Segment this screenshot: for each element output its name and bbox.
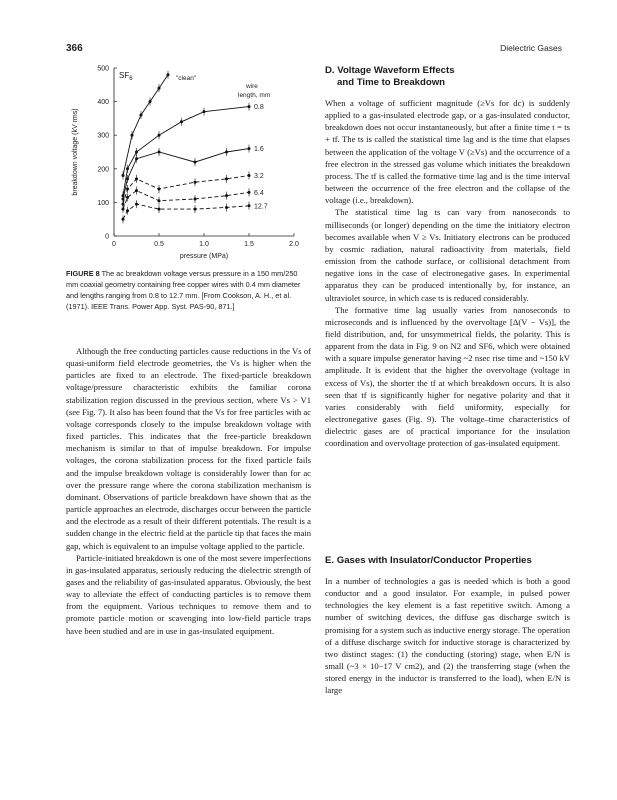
data-point <box>248 191 251 194</box>
section-d-paragraph-2: The statistical time lag ts can vary from nanoseconds to milliseconds (or longer) depending on the time the initiatory electron becomes available when V ≥ Vs. Initiatory electrons can be produced by cosmic radiation, natural radioactivity from materials, field emission from the cathode surface, or collisional detachment from negative ions in the case of electronegative gases. In experimental apparatus they can be produced intentionally by, for instance, an ultraviolet source, in which case ts is reduced considerably. <box>325 207 570 303</box>
section-e-body <box>325 575 570 697</box>
curve-label: 0.8 <box>254 104 264 112</box>
data-point <box>131 134 134 137</box>
series-line <box>123 149 249 199</box>
series-group <box>122 71 251 223</box>
left-paragraph-2: Particle-initiated breakdown is one of the most severe imperfections in gas-insulated apparatus, seriously reducing the dielectric strength of gases and the reliability of gas-insulated apparatus. Obviously, the best way to alleviate the effect of conducting particles is to remove them from the equipment. Various techniques to remove them and to promote particle motion or scavenging into low-field particle traps have been studied and are in use in gas-insulated equipment. <box>66 552 311 636</box>
data-point <box>135 203 138 206</box>
y-tick-label: 200 <box>97 166 109 174</box>
data-point <box>203 110 206 113</box>
data-point <box>248 105 251 108</box>
data-point <box>194 161 197 164</box>
data-point <box>126 177 129 180</box>
data-point <box>180 120 183 123</box>
data-point <box>225 194 228 197</box>
data-point <box>158 187 161 190</box>
curve-label: 3.2 <box>254 173 264 181</box>
y-tick-label: 300 <box>97 132 109 140</box>
y-axis-label: breakdown voltage (kV rms) <box>72 108 79 196</box>
section-d-title-line2: and Time to Breakdown <box>337 77 446 88</box>
curve-label: 12.7 <box>254 203 268 211</box>
y-tick-label: 400 <box>97 99 109 107</box>
data-point <box>126 167 129 170</box>
data-point <box>135 151 138 154</box>
data-point <box>140 114 143 117</box>
data-point <box>149 100 152 103</box>
section-d-title-line1: D. Voltage Waveform Effects <box>325 65 455 76</box>
y-tick-label: 0 <box>105 233 109 241</box>
series-line <box>123 75 168 176</box>
data-point <box>158 87 161 90</box>
series-line <box>123 191 249 210</box>
wire-annotation-line1: wire <box>246 83 258 90</box>
data-point <box>225 151 228 154</box>
x-axis-label: pressure (MPa) <box>179 253 229 260</box>
caption-text: The ac breakdown voltage versus pressure in a 150 mm/250 mm coaxial geometry containing free copper wires with 0.4 mm diameter and lengths ranging from 0.8 to 12.7 mm. [From Cookson, A. H., et al. (1971). IEEE Trans. Power App. Syst. PAS-90, 871.] <box>66 269 301 312</box>
data-point <box>158 199 161 202</box>
gas-label: $SF_6$ <box>119 71 133 82</box>
section-e-heading: E. Gases with Insulator/Conductor Properties <box>325 555 532 566</box>
data-point <box>122 174 125 177</box>
section-d-heading <box>325 65 455 89</box>
clean-annotation: "clean" <box>176 75 197 82</box>
data-point <box>158 208 161 211</box>
data-point <box>158 151 161 154</box>
data-point <box>248 174 251 177</box>
x-tick-label: 1.0 <box>199 241 209 248</box>
section-d-paragraph-1: When a voltage of sufficient magnitude (≥Vs for dc) is suddenly applied to a gas-insulated electrode gap, or a gas-insulated conductor, breakdown does not occur instantaneously, but after a finite time t = ts + tf. The ts is called the statistical time lag and is the time that elapses between the application of the voltage V (≥Vs) and the occurrence of a free electron in the stressed gas volume which initiates the breakdown process. The tf is called the formative time lag and is the time interval between the occurrence of the free electron and the collapse of the voltage (i.e., breakdown). <box>325 98 570 206</box>
data-point <box>135 177 138 180</box>
page-number: 366 <box>66 43 83 54</box>
running-title: Dielectric Gases <box>500 43 562 53</box>
section-e-paragraph: In a number of technologies a gas is needed which is both a good conductor and a good insulator. For example, in pulsed power technologies the key element is a fast repetitive switch. Among a number of switching devices, the diffuse gas discharge switch is promising for a system such as inductive energy storage. The operation of a diffuse discharge switch for inductive storage is characterized by two distinct stages: (1) the conducting (storing) stage, when E/N is small (~3 × 10−17 V cm2), and (2) the transferring stage (when the stored energy in the inductor is transferred to the load), when E/N is large <box>325 576 570 696</box>
data-point <box>194 181 197 184</box>
x-tick-label: 0.5 <box>154 241 164 248</box>
x-tick-label: 2.0 <box>289 241 299 248</box>
data-point <box>126 196 129 199</box>
y-tick-label: 100 <box>97 199 109 207</box>
data-point <box>194 208 197 211</box>
data-point <box>194 198 197 201</box>
data-point <box>126 209 129 212</box>
left-column-text <box>66 345 311 637</box>
data-point <box>135 157 138 160</box>
curve-label-group <box>254 104 268 210</box>
data-point <box>225 206 228 209</box>
data-point <box>122 208 125 211</box>
data-point <box>225 177 228 180</box>
figure-caption <box>66 268 311 312</box>
data-point <box>122 218 125 221</box>
x-tick-label: 1.5 <box>244 241 254 248</box>
section-d-body <box>325 97 570 450</box>
data-point <box>248 147 251 150</box>
data-point <box>135 189 138 192</box>
wire-annotation-line2: length, mm <box>238 92 271 99</box>
figure-8 <box>66 58 311 268</box>
x-tick-label: 0 <box>112 241 116 248</box>
left-paragraph-1: Although the free conducting particles cause reductions in the Vs of quasi-uniform field electrode geometries, the Vs is higher when the particles are fixed to an electrode. The fixed-particle breakdown voltage/pressure characteristic exhibits the familiar corona stabilization region discussed in the previous section, where Vs > V1 (see Fig. 7). It also has been found that the Vs for free particles with ac voltage corresponds closely to the impulse breakdown voltage with fixed particles. This indicates that the free-particle breakdown mechanism is similar to that of impulse breakdown. For impulse voltages, the corona stabilization process for the fixed particle fails and the impulse breakdown voltage is considerably lower than for ac over the pressure range where the corona stabilization mechanism is dominant. Observations of particle breakdown have shown that as the particle approaches an electrode, discharges occur between the particle and the electrode as a result of their different potentials. The result is a sudden change in the electric field at the particle tip that faces the main gap, which is equivalent to an impulse voltage applied to the particle. <box>66 346 311 551</box>
curve-label: 1.6 <box>254 146 264 154</box>
caption-label: FIGURE 8 <box>66 269 100 278</box>
y-tick-label: 500 <box>97 65 109 73</box>
data-point <box>158 134 161 137</box>
series-line <box>123 204 249 219</box>
breakdown-voltage-chart <box>66 58 311 268</box>
data-point <box>167 73 170 76</box>
data-point <box>248 204 251 207</box>
data-point <box>126 187 129 190</box>
curve-label: 6.4 <box>254 189 264 197</box>
section-d-paragraph-3: The formative time lag usually varies from nanoseconds to microseconds and is influenced by the overvoltage [Δ(V − Vs)], the field distribution, and, for unsymmetrical fields, the polarity. This is apparent from the data in Fig. 9 on N2 and SF6, which were obtained with a square impulse generator having ~2 nsec rise time and ~150 kV amplitude. It is evident that the higher the overvoltage (voltage in excess of Vs), the shorter the tf at which breakdown occurs. It is also seen that tf is significantly higher for negative polarity and that it varies considerably with field uniformity, especially for electronegative gases (Fig. 9). The voltage–time characteristics of dielectric gases are of practical importance for the insulation coordination and overvoltage protection of gas-insulated equipment. <box>325 304 570 449</box>
